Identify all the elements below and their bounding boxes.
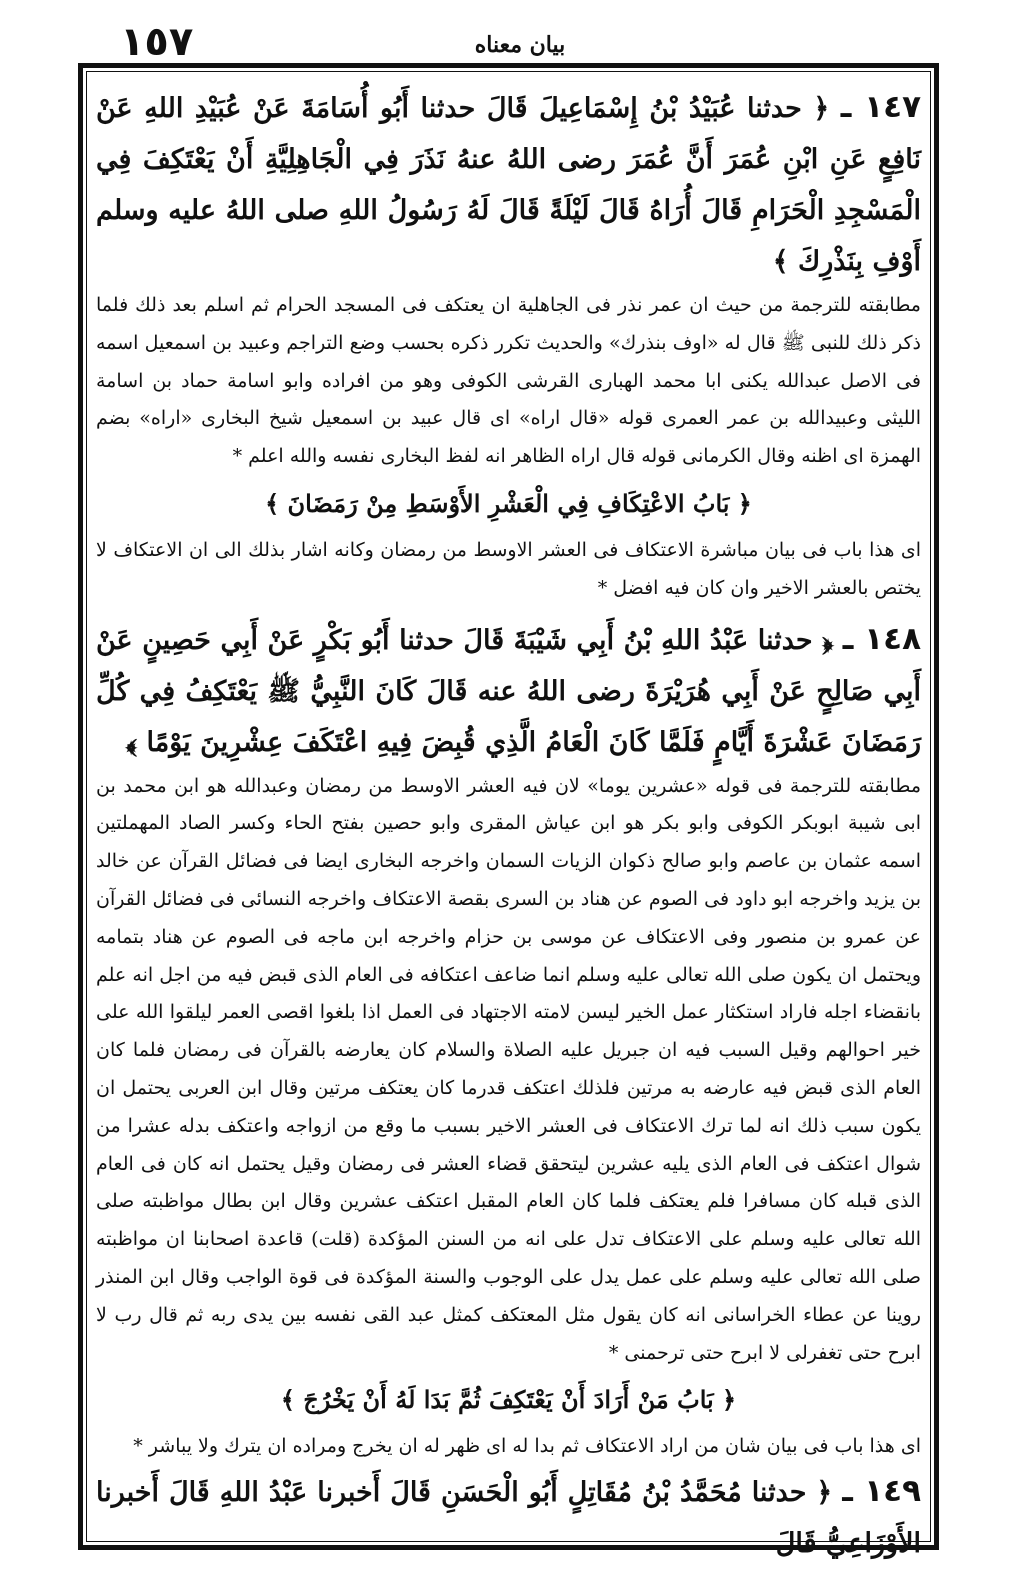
- running-title: بيان معناه: [474, 32, 566, 58]
- hadith-number: ١٤٩ ـ: [842, 1473, 922, 1510]
- hadith-text: ﴿ حدثنا مُحَمَّدُ بْنُ مُقَاتِلٍ أَبُو الْحَسَنِ قَالَ أَخبرنا عَبْدُ اللهِ قَالَ أَخبرنا الأَوْزَاعِيُّ قَالَ: [96, 1477, 921, 1560]
- page-header: [0, 0, 1027, 70]
- commentary-148: مطابقته للترجمة فى قوله «عشرين يوما» لان فيه العشر الاوسط من رمضان وعبدالله هو ابن محمد بن ابى شيبة ابوبكر الكوفى وابو بكر هو ابن عياش المقرى وابو حصين بفتح الحاء وكسر الصاد المهملتين اسمه عثمان بن عاصم وابو صالح ذكوان الزيات السمان واخرجه البخارى ايضا فى فضائل القرآن عن خالد بن يزيد واخرجه ابو داود فى الصوم عن هناد بن السرى بقصة الاعتكاف واخرجه النسائى فى فضائل القرآن عن عمرو بن منصور وفى الاعتكاف عن موسى بن حزام واخرجه ابن ماجه فى الصوم عن هناد بتمامه ويحتمل ان يكون صلى الله تعالى عليه وسلم انما ضاعف اعتكافه فى العام الذى قبض فيه من اجل انه علم بانقضاء اجله فاراد استكثار عمل الخير ليسن لامته الاجتهاد فى العمل اذا بلغوا اقصى العمر ليلقوا الله على خير احوالهم وقيل السبب فيه ان جبريل عليه الصلاة والسلام كان يعارضه بالقرآن فى رمضان فلما كان العام الذى قبض فيه عارضه به مرتين فلذلك اعتكف قدرما كان يعتكف مرتين وقال ابن العربى يحتمل ان يكون سبب ذلك انه لما ترك الاعتكاف فى العشر الاخير بسبب ما وقع من ازواجه واعتكف بدله عشرا من شوال اعتكف فى العام الذى يليه عشرين ليتحقق قضاء العشر فى رمضان وقيل يحتمل انه كان فى العام الذى قبله كان مسافرا فلم يعتكف فلما كان العام المقبل اعتكف عشرين وقال ابن بطال مواظبته صلى الله تعالى عليه وسلم على الاعتكاف تدل على انه من السنن المؤكدة (قلت) قاعدة اصحابنا ان مواظبته صلى الله تعالى عليه وسلم على عمل يدل على الوجوب والسنة المؤكدة فى قوة الواجب وقال ابن المنذر روينا عن عطاء الخراسانى انه كان يقول مثل المعتكف كمثل عبد القى نفسه بين يدى ربه ثم قال رب لا ابرح حتى تغفرلى لا ابرح حتى ترحمنى *: [96, 774, 921, 1364]
- hadith-number: ١٤٨ ـ: [842, 620, 921, 657]
- hadith-text: ﴿ حدثنا عَبْدُ اللهِ بْنُ أَبِي شَيْبَةَ قَالَ حدثنا أَبُو بَكْرٍ عَنْ أَبِي حَصِينٍ عَنْ أَبِي صَالِحٍ عَنْ أَبِي هُرَيْرَةَ رضى اللهُ عنه قَالَ كَانَ النَّبِيُّ ﷺ يَعْتَكِفُ فِي كُلِّ رَمَضَانَ عَشْرَةَ أَيَّامٍ فَلَمَّا كَانَ الْعَامُ الَّذِي قُبِضَ فِيهِ اعْتَكَفَ عِشْرِينَ يَوْمًا ﴾: [96, 624, 921, 758]
- hadith-number: ١٤٧ ـ: [840, 89, 922, 125]
- hadith-148: [96, 614, 921, 768]
- chapter-commentary-middle-ten: اى هذا باب فى بيان مباشرة الاعتكاف فى العشر الاوسط من رمضان وكانه اشار بذلك الى ان الاعتكاف لا يختص بالعشر الاخير وان كان فيه افضل *: [96, 538, 921, 599]
- hadith-147: [96, 82, 921, 287]
- page-number: ١٥٧: [120, 19, 194, 65]
- chapter-heading-intends-itikaf: ﴿ بَابُ مَنْ أَرَادَ أَنْ يَعْتَكِفَ ثُمَّ بَدَا لَهُ أَنْ يَخْرُجَ ﴾: [280, 1385, 737, 1415]
- chapter-heading-middle-ten: ﴿ بَابُ الاعْتِكَافِ فِي الْعَشْرِ الأَوْسَطِ مِنْ رَمَضَانَ ﴾: [265, 488, 752, 518]
- hadith-text: ﴿ حدثنا عُبَيْدُ بْنُ إِسْمَاعِيلَ قَالَ حدثنا أَبُو أُسَامَةَ عَنْ عُبَيْدِ اللهِ عَنْ نَافِعٍ عَنِ ابْنِ عُمَرَ أَنَّ عُمَرَ رضى اللهُ عنهُ نَذَرَ فِي الْجَاهِلِيَّةِ أَنْ يَعْتَكِفَ فِي الْمَسْجِدِ الْحَرَامِ قَالَ أُرَاهُ قَالَ لَيْلَةً قَالَ لَهُ رَسُولُ اللهِ صلى اللهُ عليه وسلم أَوْفِ بِنَذْرِكَ ﴾: [96, 93, 921, 277]
- commentary-147: مطابقته للترجمة من حيث ان عمر نذر فى الجاهلية ان يعتكف فى المسجد الحرام ثم اسلم بعد ذلك فلما ذكر ذلك للنبى ﷺ قال له «اوف بنذرك» والحديث تكرر ذكره بحسب وضع التراجم وعبيد بن اسمعيل اسمه فى الاصل عبدالله يكنى ابا محمد الهبارى القرشى الكوفى وهو من افراده وابو اسامة حماد بن اسامة الليثى وعبيدالله بن عمر العمرى قوله «قال اراه» اى قال عبيد بن اسمعيل شيخ البخارى «اراه» بضم الهمزة اى اظنه وقال الكرمانى قوله قال اراه الظاهر انه لفظ البخارى نفسه والله اعلم *: [96, 294, 921, 468]
- hadith-149: [96, 1466, 921, 1569]
- chapter-commentary-intends-itikaf: اى هذا باب فى بيان شان من اراد الاعتكاف ثم بدا له اى ظهر له ان يخرج ومراده ان يترك ولا يباشر *: [133, 1435, 921, 1458]
- page-body: [96, 82, 922, 1560]
